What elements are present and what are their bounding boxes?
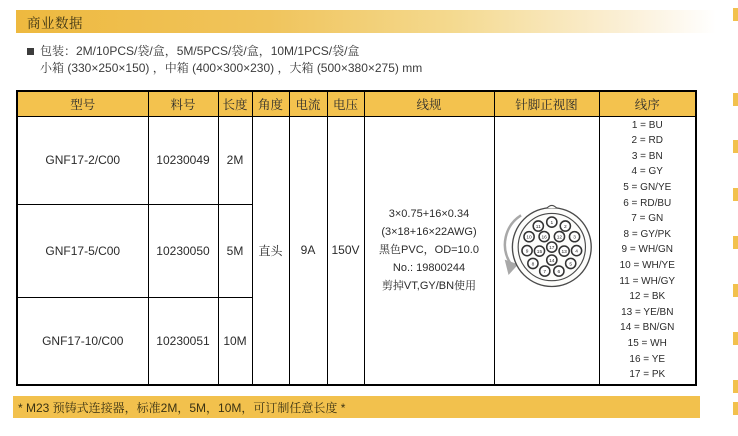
angle-cell: 直头 — [252, 116, 289, 385]
wire-sequence-item: 14 = BN/GN — [620, 322, 675, 334]
packaging-line-2: 小箱 (330×250×150) ，中箱 (400×300×230) ，大箱 (500×380×275) mm — [40, 61, 423, 75]
connector-pin-number: 11 — [535, 224, 541, 230]
header-row — [17, 91, 696, 116]
wire-sequence-item: 17 = PK — [629, 369, 666, 381]
page-edge-mark — [733, 402, 738, 415]
wire-sequence-item: 16 = YE — [629, 353, 666, 365]
col-header-wire-gauge: 线规 — [364, 91, 494, 116]
connector-pin-number: 12 — [556, 235, 562, 241]
page-edge-mark — [733, 8, 738, 21]
wire-sequence-item: 3 = BN — [631, 150, 663, 162]
packaging-info — [27, 43, 422, 77]
footer-note: * M23 预铸式连接器，标准2M，5M，10M，可订制任意长度 * — [18, 400, 346, 415]
connector-keyway-notch — [547, 205, 557, 208]
wire-gauge-line: No.: 19800244 — [392, 262, 466, 275]
col-header-angle: 角度 — [252, 91, 289, 116]
wire-sequence-item: 8 = GY/PK — [623, 228, 672, 240]
wire-gauge-line: (3×18+16×22AWG) — [381, 226, 477, 239]
col-header-length: 长度 — [218, 91, 252, 116]
length-cell: 5M — [218, 204, 252, 297]
wire-sequence-item: 9 = WH/GN — [621, 244, 673, 256]
part-no-cell: 10230050 — [148, 204, 218, 297]
wire-gauge-cell — [364, 116, 494, 385]
connector-pin-number: 5 — [568, 262, 572, 268]
model-cell: GNF17-10/C00 — [17, 297, 148, 385]
connector-pin-number: 15 — [536, 249, 542, 255]
wire-sequence-item: 15 = WH — [627, 338, 667, 350]
col-header-part-no: 料号 — [148, 91, 218, 116]
wire-gauge-line: 黑色PVC，OD=10.0 — [379, 244, 479, 257]
model-cell: GNF17-2/C00 — [17, 116, 148, 204]
connector-pin-number: 1 — [549, 220, 553, 226]
page-edge-mark — [733, 140, 738, 153]
page-edge-mark — [733, 380, 738, 393]
wire-sequence-list — [600, 118, 696, 383]
spec-row — [17, 116, 696, 204]
wire-sequence-item: 13 = YE/BN — [621, 306, 674, 318]
wire-gauge-lines — [365, 205, 494, 295]
section-title: 商业数据 — [27, 15, 83, 31]
voltage-cell: 150V — [327, 116, 364, 385]
part-no-cell: 10230051 — [148, 297, 218, 385]
col-header-current: 电流 — [289, 91, 327, 116]
connector-pin-number: 2 — [563, 224, 567, 230]
page-edge-mark — [733, 93, 738, 106]
packaging-line-1-row — [27, 43, 422, 60]
col-header-model: 型号 — [17, 91, 148, 116]
current-cell: 9A — [289, 116, 327, 385]
wire-sequence-item: 7 = GN — [631, 213, 664, 225]
spec-table — [16, 90, 697, 386]
packaging-line-1: 包装：2M/10PCS/袋/盒，5M/5PCS/袋/盒，10M/1PCS/袋/盒 — [40, 44, 360, 58]
connector-pin-number: 7 — [542, 269, 546, 275]
section-title-bar — [16, 10, 738, 33]
wire-sequence-item: 5 = GN/YE — [623, 182, 672, 194]
footer-note-bar — [13, 396, 700, 418]
connector-pin-number: 3 — [572, 235, 576, 241]
square-bullet-icon — [27, 48, 34, 55]
wire-sequence-item: 12 = BK — [629, 291, 666, 303]
pin-front-view-diagram — [497, 196, 597, 302]
wire-sequence-item: 2 = RD — [631, 135, 663, 147]
pin-view-cell — [494, 116, 599, 385]
wire-sequence-cell — [599, 116, 696, 385]
part-no-cell: 10230049 — [148, 116, 218, 204]
wire-gauge-line: 3×0.75+16×0.34 — [388, 208, 470, 221]
length-cell: 2M — [218, 116, 252, 204]
connector-pin-number: 4 — [574, 249, 578, 255]
connector-pin-number: 17 — [548, 245, 554, 251]
wire-sequence-item: 1 = BU — [631, 119, 663, 131]
wire-gauge-line: 剪掉VT,GY/BN使用 — [381, 280, 477, 293]
page-edge-mark — [733, 188, 738, 201]
connector-pin-number: 8 — [531, 262, 534, 268]
connector-pin-number: 9 — [525, 249, 528, 255]
connector-pin-number: 6 — [557, 269, 560, 275]
page-edge-mark — [733, 332, 738, 345]
page-edge-mark — [733, 284, 738, 297]
col-header-voltage: 电压 — [327, 91, 364, 116]
connector-pin-number: 14 — [548, 258, 554, 264]
connector-pin-number: 16 — [541, 235, 547, 241]
model-cell: GNF17-5/C00 — [17, 204, 148, 297]
length-cell: 10M — [218, 297, 252, 385]
wire-sequence-item: 6 = RD/BU — [623, 197, 672, 209]
col-header-wire-sequence: 线序 — [599, 91, 696, 116]
page-edge-mark — [733, 236, 738, 249]
connector-pin-number: 13 — [560, 249, 567, 255]
wire-sequence-item: 4 = GY — [631, 166, 663, 178]
wire-sequence-item: 11 = WH/GY — [619, 275, 676, 287]
col-header-pin-view: 针脚正视图 — [494, 91, 599, 116]
wire-sequence-item: 10 = WH/YE — [619, 260, 675, 272]
connector-pin-number: 10 — [525, 235, 532, 241]
